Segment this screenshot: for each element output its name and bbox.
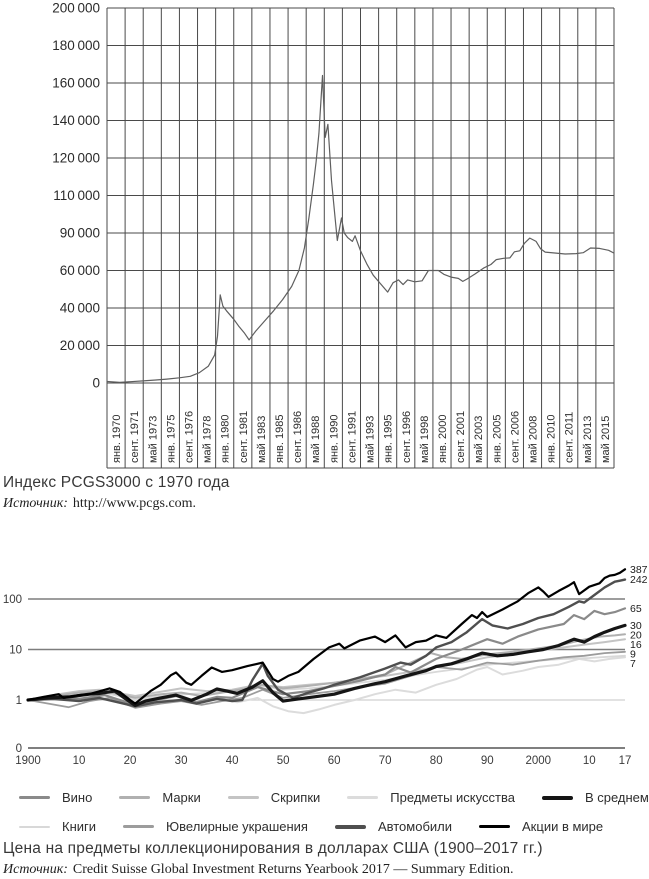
svg-text:сент. 2006: сент. 2006 [509, 410, 522, 463]
svg-text:16: 16 [630, 638, 642, 651]
collectibles-chart-svg [0, 548, 649, 783]
legend-line-swatch [19, 826, 50, 828]
legend-row [19, 783, 649, 812]
grid-lines [107, 8, 614, 468]
svg-text:2000: 2000 [525, 755, 552, 767]
legend-item-Книги [19, 819, 96, 834]
source-label: Источник: [3, 496, 68, 511]
svg-text:7: 7 [630, 657, 636, 670]
svg-text:янв. 1980: янв. 1980 [219, 414, 232, 463]
svg-text:65: 65 [630, 602, 642, 615]
svg-text:янв. 1975: янв. 1975 [165, 414, 178, 463]
legend-row [19, 812, 637, 841]
legend-label: Автомобили [377, 819, 453, 834]
svg-text:янв. 2000: янв. 2000 [436, 414, 449, 463]
series-line-В среднем [28, 625, 625, 705]
svg-text:май 2015: май 2015 [599, 415, 612, 463]
svg-text:сент. 1976: сент. 1976 [183, 410, 196, 463]
svg-text:сент. 1981: сент. 1981 [237, 410, 250, 463]
legend-label: Книги [62, 819, 97, 834]
legend-item-Акции в мире [479, 819, 603, 834]
svg-text:0: 0 [92, 375, 100, 391]
legend-label: Скрипки [270, 790, 321, 805]
legend-line-swatch [119, 796, 150, 799]
legend-label: Акции в мире [522, 819, 604, 834]
svg-text:сент. 1991: сент. 1991 [346, 410, 359, 463]
legend-label: Предметы искусства [390, 790, 515, 805]
svg-text:40: 40 [225, 755, 239, 767]
collectibles-chart-source [3, 862, 514, 878]
svg-text:80: 80 [429, 755, 443, 767]
svg-text:май 1993: май 1993 [364, 415, 377, 463]
svg-text:120 000: 120 000 [52, 150, 100, 166]
legend-item-Скрипки [228, 790, 321, 805]
svg-text:10: 10 [9, 644, 22, 657]
svg-text:160 000: 160 000 [52, 75, 100, 91]
svg-text:1900: 1900 [15, 755, 41, 767]
x-axis-tick-labels [111, 411, 612, 463]
svg-text:30: 30 [174, 755, 188, 767]
svg-text:100: 100 [2, 594, 22, 606]
svg-text:20: 20 [123, 755, 137, 767]
y-axis-tick-labels [3, 594, 22, 755]
svg-text:20 000: 20 000 [59, 338, 100, 353]
legend-line-swatch [479, 825, 510, 828]
svg-text:140 000: 140 000 [52, 113, 100, 128]
svg-text:янв. 1985: янв. 1985 [274, 414, 287, 463]
legend-line-swatch [335, 825, 366, 829]
svg-text:70: 70 [378, 755, 392, 767]
legend-label: Вино [62, 790, 93, 805]
svg-text:180 000: 180 000 [52, 38, 100, 53]
legend-label: Ювелирные украшения [166, 819, 308, 834]
svg-text:17: 17 [618, 755, 632, 767]
svg-text:200 000: 200 000 [52, 0, 100, 16]
source-text: http://www.pcgs.com. [72, 496, 197, 511]
svg-text:110 000: 110 000 [53, 188, 100, 203]
svg-text:60: 60 [327, 755, 341, 767]
pcgs-chart-source [3, 496, 196, 512]
svg-text:20: 20 [630, 629, 642, 642]
svg-text:242: 242 [630, 574, 648, 587]
svg-text:май 1978: май 1978 [201, 415, 214, 463]
collectibles-chart-title: Цена на предметы коллекционирования в долларах США (1900–2017 гг.) [3, 840, 543, 857]
series-end-value-labels [630, 564, 648, 670]
legend-item-Автомобили [335, 819, 452, 834]
svg-text:янв. 1970: янв. 1970 [111, 414, 124, 463]
svg-text:30: 30 [630, 619, 642, 632]
svg-text:50: 50 [276, 755, 290, 767]
pcgs-chart-title: Индекс PCGS3000 с 1970 года [3, 474, 230, 491]
legend-item-В среднем [542, 790, 649, 805]
series-line-Предметы искусства [28, 657, 625, 713]
collectibles-legend [19, 783, 649, 841]
svg-text:май 2008: май 2008 [527, 415, 540, 463]
svg-text:май 1983: май 1983 [255, 415, 268, 463]
svg-text:387: 387 [630, 563, 648, 576]
legend-line-swatch [19, 796, 50, 799]
svg-text:10: 10 [582, 755, 596, 767]
svg-text:май 1973: май 1973 [147, 415, 160, 463]
legend-line-swatch [228, 796, 259, 799]
svg-text:сент. 1996: сент. 1996 [400, 410, 413, 463]
x-axis-tick-labels [15, 755, 631, 767]
svg-text:40 000: 40 000 [59, 300, 100, 316]
svg-text:май 1998: май 1998 [418, 415, 431, 463]
svg-text:янв. 2010: янв. 2010 [545, 414, 558, 463]
svg-text:янв. 1990: янв. 1990 [328, 414, 341, 463]
legend-line-swatch [123, 825, 154, 828]
legend-line-swatch [542, 796, 573, 800]
svg-text:янв. 1995: янв. 1995 [382, 414, 395, 463]
svg-text:0: 0 [15, 743, 22, 755]
legend-item-Вино [19, 790, 92, 805]
svg-text:май 1988: май 1988 [310, 415, 323, 463]
legend-label: Марки [162, 790, 201, 805]
svg-text:1: 1 [15, 695, 22, 707]
grid-lines [28, 599, 625, 748]
y-axis-tick-labels [52, 1, 100, 391]
svg-text:90 000: 90 000 [59, 225, 100, 241]
legend-label: В среднем [584, 790, 649, 805]
svg-text:янв. 2005: янв. 2005 [491, 414, 504, 463]
svg-text:10: 10 [72, 755, 86, 767]
legend-item-Предметы искусства [347, 790, 515, 805]
svg-text:май 2013: май 2013 [581, 415, 594, 463]
svg-text:9: 9 [630, 648, 636, 661]
svg-text:май 2003: май 2003 [473, 415, 486, 463]
legend-line-swatch [347, 796, 378, 799]
legend-item-Марки [119, 790, 200, 805]
svg-text:60 000: 60 000 [59, 263, 100, 278]
svg-text:сент. 2011: сент. 2011 [563, 411, 576, 463]
source-text: Credit Suisse Global Investment Returns Yearbook 2017 — Summary Edition. [72, 862, 514, 877]
svg-text:сент. 1986: сент. 1986 [292, 410, 305, 463]
svg-text:сент. 1971: сент. 1971 [129, 410, 142, 463]
svg-text:сент. 2001: сент. 2001 [455, 410, 468, 463]
svg-text:90: 90 [480, 755, 494, 767]
legend-item-Ювелирные украшения [123, 819, 308, 834]
source-label: Источник: [3, 862, 68, 877]
